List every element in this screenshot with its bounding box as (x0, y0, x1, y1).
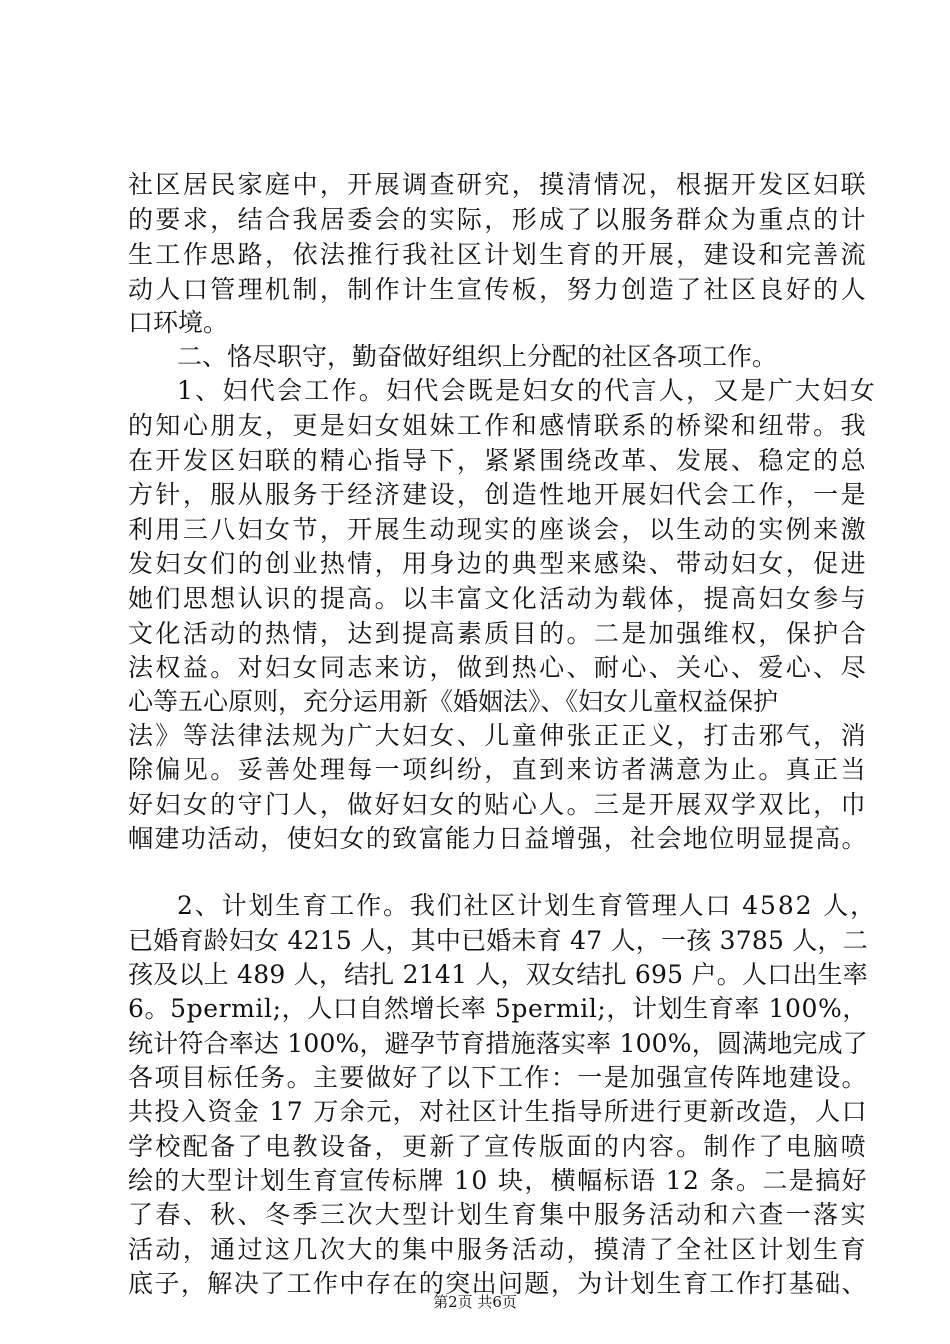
text-line: 帼建功活动，使妇女的致富能力日益增强，社会地位明显提高。 (128, 824, 868, 853)
text-line: 的要求，结合我居委会的实际，形成了以服务群众为重点的计 (128, 205, 868, 234)
text-line: 底子，解决了工作中存在的突出问题，为计划生育工作打基础、 (128, 1269, 868, 1298)
page-number-footer: 第2页 共6页 (433, 1293, 517, 1311)
text-line: 各项目标任务。主要做好了以下工作：一是加强宣传阵地建设。 (128, 1063, 868, 1092)
text-line: 了春、秋、冬季三次大型计划生育集中服务活动和六查一落实 (128, 1200, 868, 1229)
text-line: 绘的大型计划生育宣传标牌 10 块，横幅标语 12 条。二是搞好 (128, 1166, 868, 1195)
text-line: 她们思想认识的提高。以丰富文化活动为载体，提高妇女参与 (128, 584, 868, 613)
text-line: 社区居民家庭中，开展调查研究，摸清情况，根据开发区妇联 (128, 170, 868, 199)
text-line: 方针，服从服务于经济建设，创造性地开展妇代会工作，一是 (128, 480, 868, 509)
text-line: 动人口管理机制，制作计生宣传板，努力创造了社区良好的人 (128, 275, 868, 304)
text-line: 活动，通过这几次大的集中服务活动，摸清了全社区计划生育 (128, 1235, 868, 1264)
text-line: 孩及以上 489 人，结扎 2141 人，双女结扎 695 户。人口出生率 (128, 960, 868, 989)
text-line: 法权益。对妇女同志来访，做到热心、耐心、关心、爱心、尽 (128, 653, 868, 682)
text-line: 已婚育龄妇女 4215 人，其中已婚未育 47 人，一孩 3785 人，二 (128, 926, 868, 955)
text-line: 共投入资金 17 万余元，对社区计生指导所进行更新改造，人口 (128, 1097, 868, 1126)
text-line: 学校配备了电教设备，更新了宣传版面的内容。制作了电脑喷 (128, 1132, 868, 1161)
text-line: 1、妇代会工作。妇代会既是妇女的代言人，又是广大妇女 (177, 376, 877, 405)
text-line: 2、计划生育工作。我们社区计划生育管理人口 4582 人， (177, 891, 877, 920)
text-line: 生工作思路，依法推行我社区计划生育的开展，建设和完善流 (128, 240, 868, 269)
text-line: 统计符合率达 100%，避孕节育措施落实率 100%，圆满地完成了 (128, 1029, 868, 1058)
text-line: 好妇女的守门人，做好妇女的贴心人。三是开展双学双比，巾 (128, 790, 868, 819)
text-line: 法》等法律法规为广大妇女、儿童伸张正正义，打击邪气，消 (128, 721, 868, 750)
text-line: 在开发区妇联的精心指导下，紧紧围绕改革、发展、稳定的总 (128, 446, 868, 475)
text-line: 除偏见。妥善处理每一项纠纷，直到来访者满意为止。真正当 (128, 755, 868, 784)
text-line: 心等五心原则，充分运用新《婚姻法》、《妇女儿童权益保护 (128, 687, 779, 716)
text-line: 口环境。 (128, 308, 229, 337)
text-line: 利用三八妇女节，开展生动现实的座谈会，以生动的实例来激 (128, 515, 868, 544)
text-line: 的知心朋友，更是妇女姐妹工作和感情联系的桥梁和纽带。我 (128, 411, 868, 440)
text-line: 文化活动的热情，达到提高素质目的。二是加强维权，保护合 (128, 619, 868, 648)
section-heading: 二、恪尽职守，勤奋做好组织上分配的社区各项工作。 (177, 342, 778, 371)
text-line: 6。5permil;，人口自然增长率 5permil;，计划生育率 100%， (128, 994, 868, 1023)
text-line: 发妇女们的创业热情，用身边的典型来感染、带动妇女，促进 (128, 549, 868, 578)
